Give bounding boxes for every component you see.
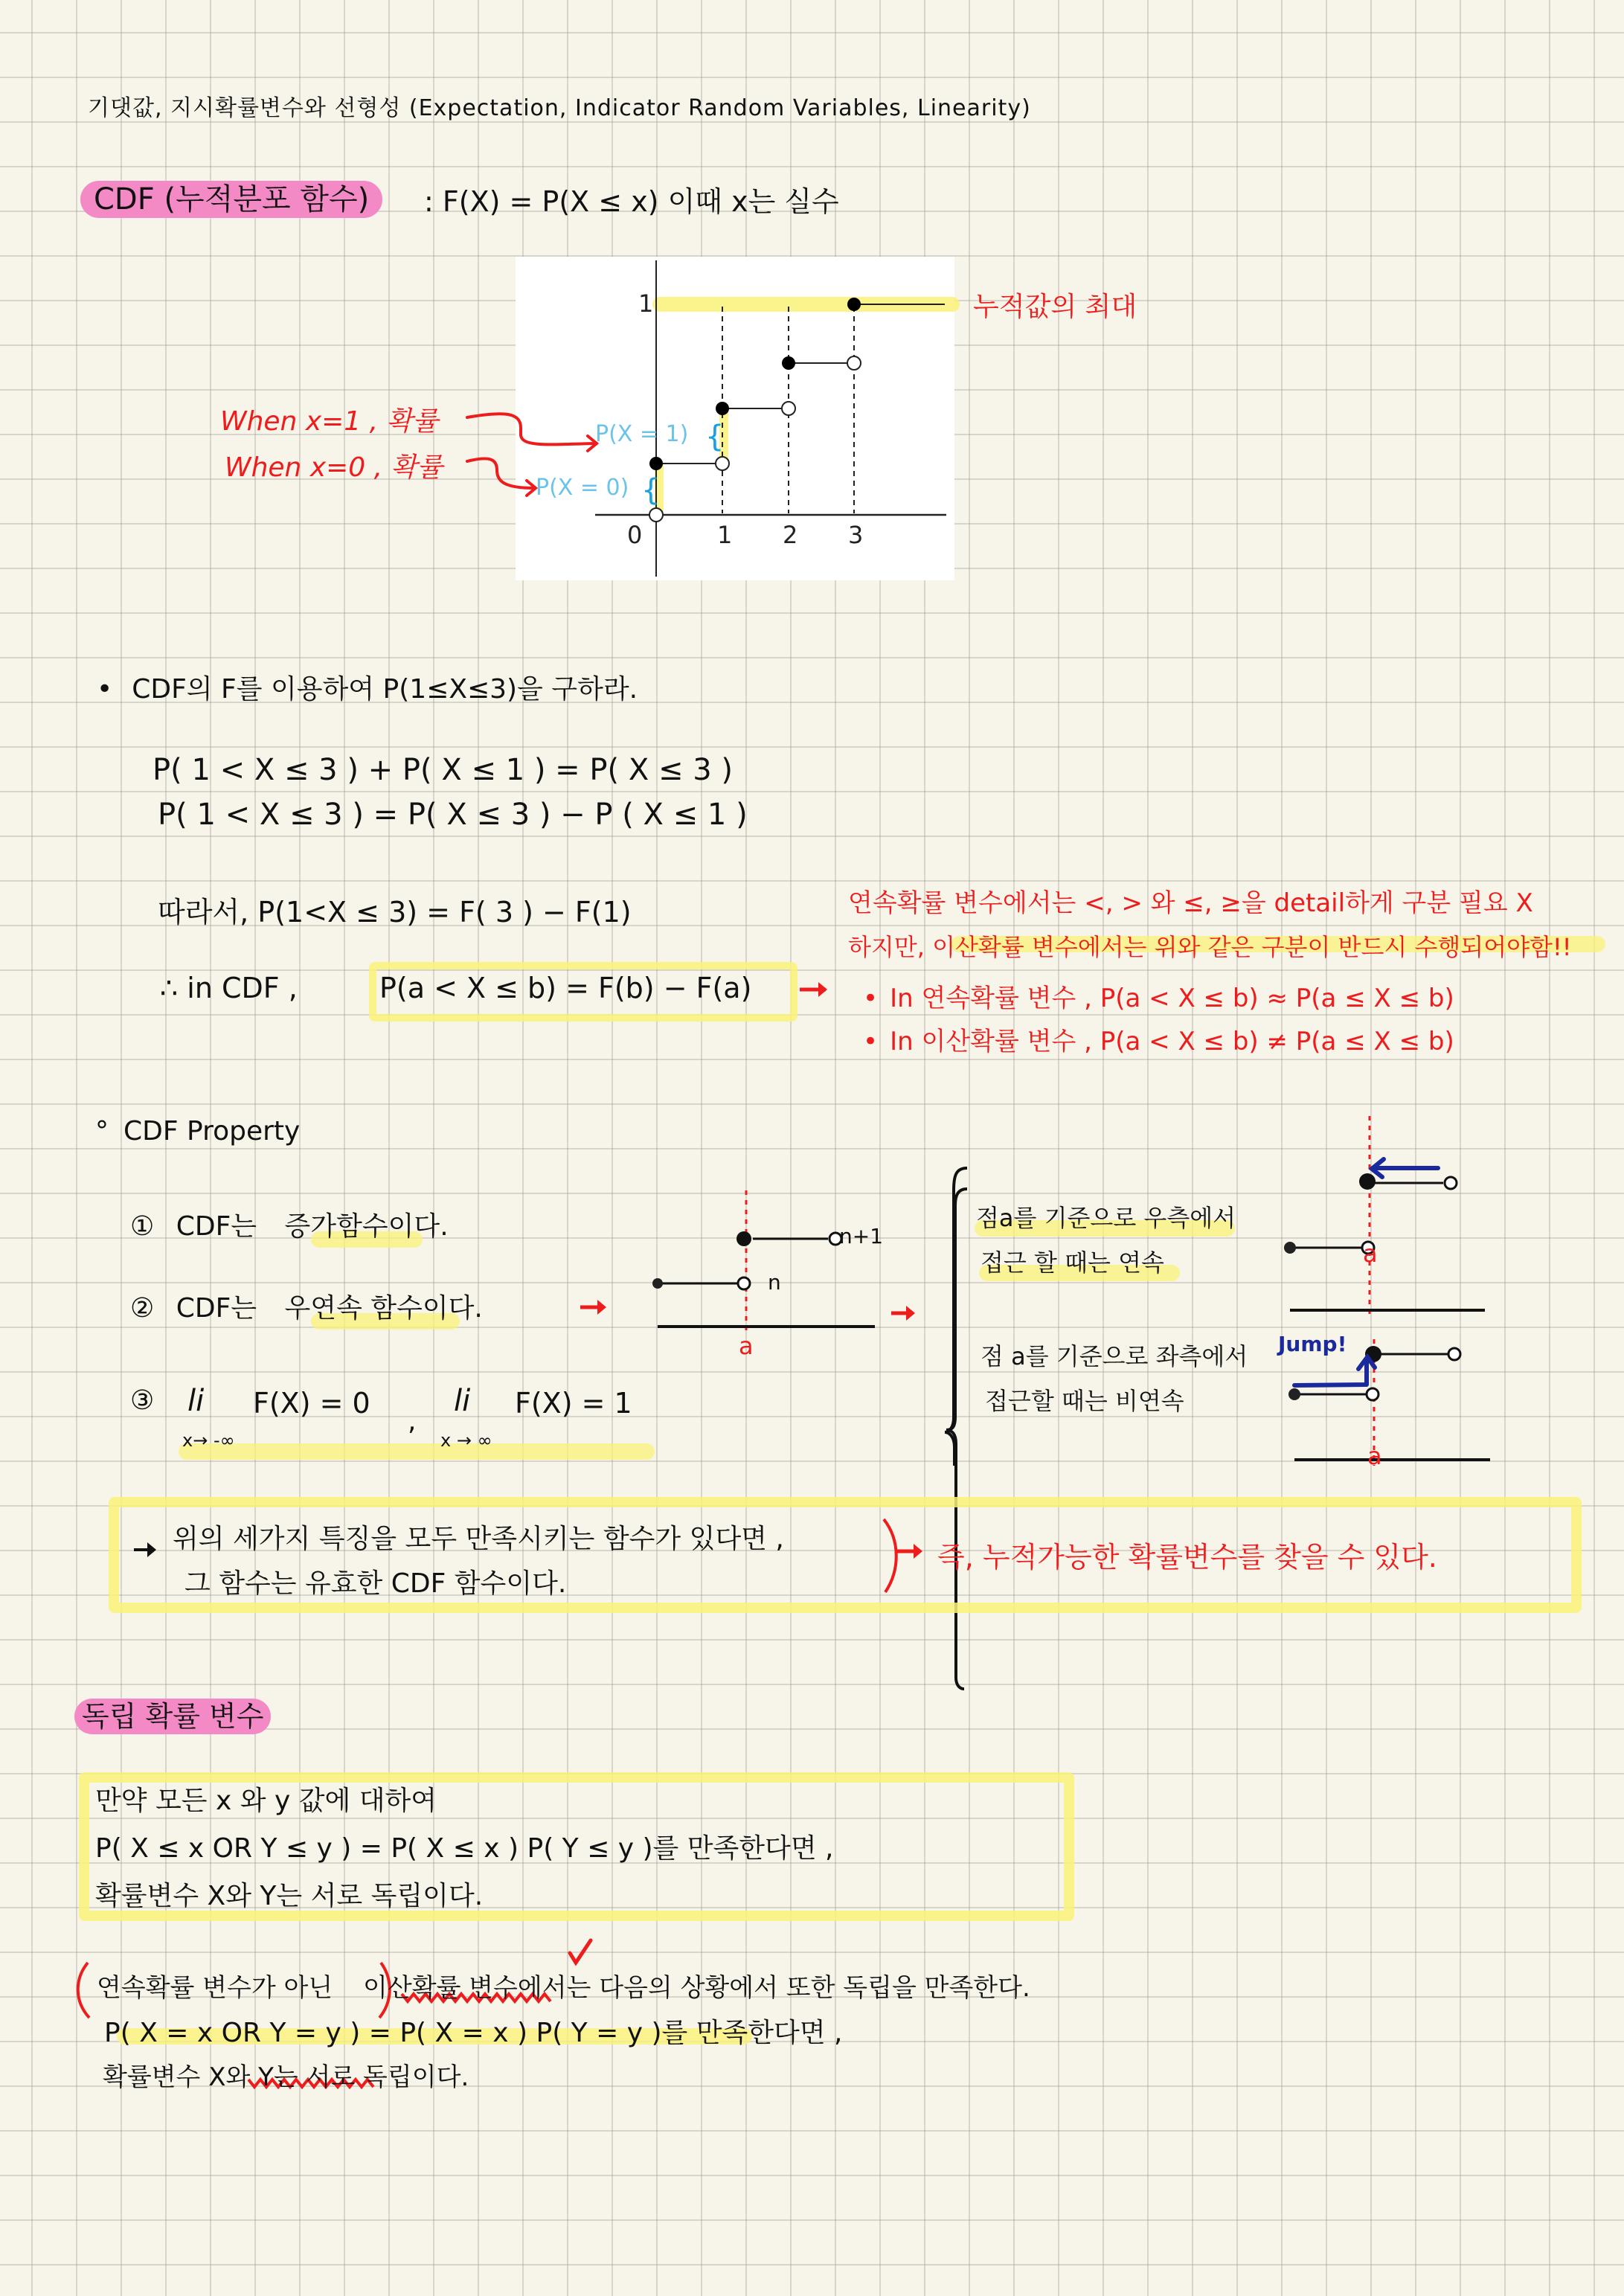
- x-tick-1: 1: [717, 521, 733, 549]
- last-wavy: X와 Y는 서로 독립: [208, 2062, 412, 2092]
- equation-2: P( 1 < X ≤ 3 ) = P( X ≤ 3 ) − P ( X ≤ 1 ): [158, 798, 748, 832]
- x-tick-3: 3: [848, 521, 864, 549]
- label-n: n: [768, 1270, 781, 1295]
- p1-prefix: CDF는: [176, 1211, 257, 1242]
- conclusion-prefix: ∴ in CDF ,: [160, 972, 298, 1004]
- independence-line3: 확률변수 X와 Y는 서로 독립이다.: [95, 1881, 484, 1911]
- problem-text: CDF의 F를 이용하여 P(1≤X≤3)을 구하라.: [132, 674, 638, 705]
- discrete-note-line: [97, 1967, 1030, 2004]
- bullet-dot: •: [863, 1027, 879, 1056]
- note-rest-text: 에서는 다음의 상황에서 또한 독립을 만족한다.: [517, 1973, 1030, 2003]
- independence-heading-label: 독립 확률 변수: [74, 1699, 271, 1734]
- p3-lim1: li: [187, 1384, 205, 1418]
- p2-number: ②: [130, 1293, 155, 1324]
- discrete-note-text: In 이산확률 변수 , P(a < X ≤ b) ≠ P(a ≤ X ≤ b): [890, 1027, 1454, 1056]
- equation-1: P( 1 < X ≤ 3 ) + P( X ≤ 1 ) = P( X ≤ 3 ): [153, 753, 733, 787]
- x-tick-0: 0: [627, 521, 643, 549]
- bullet-dot: •: [97, 674, 113, 705]
- last-suffix: 이다.: [411, 2062, 469, 2092]
- side-note-line2-prefix: 하지만,: [848, 933, 925, 961]
- max-cumulative-label: 누적값의 최대: [973, 292, 1137, 322]
- cdf-heading-label: CDF (누적분포 함수): [80, 181, 382, 218]
- label-n-plus-1: n+1: [839, 1224, 884, 1248]
- note-wavy-text: 이산확률 변수: [363, 1973, 518, 2003]
- discrete-eq-line: P( X = x OR Y = y ) = P( X = x ) P( Y = y )를 만족한다면 ,: [104, 2018, 843, 2048]
- p2-prefix: CDF는: [176, 1293, 257, 1324]
- right-cont-line1: 점a를 기준으로 우측에서: [976, 1204, 1236, 1232]
- px1-label: P(X = 1): [595, 421, 689, 447]
- x-tick-2: 2: [783, 521, 798, 549]
- side-note-line2-highlight: 이산확률 변수에서는 위와 같은 구분이 반드시 수행되어야함!!: [932, 933, 1572, 961]
- left-discont-line2: 접근할 때는 비연속: [985, 1387, 1184, 1415]
- page-title: 기댓값, 지시확률변수와 선형성 (Expectation, Indicator Random Variables, Linearity): [88, 95, 1031, 121]
- right-cont-line2: 접근 할 때는 연속: [981, 1248, 1164, 1277]
- y-tick-1: 1: [638, 289, 654, 318]
- p3-f2: F(X) = 1: [515, 1387, 632, 1420]
- p3-sub1: x→ -∞: [182, 1430, 235, 1451]
- p3-f1: F(X) = 0: [253, 1387, 370, 1420]
- cdf-definition: : F(X) = P(X ≤ x) 이때 x는 실수: [424, 185, 839, 218]
- p1-suffix: 이다.: [388, 1211, 449, 1242]
- continuous-note-text: In 연속확률 변수 , P(a < X ≤ b) ≈ P(a ≤ X ≤ b): [890, 984, 1454, 1013]
- left-approach-a-label: a: [1367, 1442, 1382, 1470]
- label-a: a: [739, 1332, 754, 1360]
- bullet-dot: •: [863, 984, 879, 1013]
- p3-number: ③: [130, 1385, 155, 1416]
- left-discont-line1: 점 a를 기준으로 좌측에서: [981, 1342, 1248, 1370]
- p1-highlighted: 증가함수: [284, 1211, 388, 1242]
- note-paren-text: 연속확률 변수가 아닌: [97, 1973, 333, 2003]
- when-x0-label: When x=0 , 확률: [225, 452, 443, 483]
- bullet-dot: °: [95, 1116, 109, 1147]
- p3-comma: ,: [408, 1406, 417, 1437]
- p1-number: ①: [130, 1211, 155, 1242]
- conclusion-formula: P(a < X ≤ b) = F(b) − F(a): [379, 972, 752, 1004]
- when-x1-label: When x=1 , 확률: [220, 406, 439, 437]
- px0-label: P(X = 0): [536, 475, 629, 501]
- side-note-line1: 연속확률 변수에서는 <, > 와 ≤, ≥을 detail하게 구분 필요 X: [848, 888, 1533, 918]
- discrete-last-line: [103, 2056, 469, 2093]
- equation-3: 따라서, P(1<X ≤ 3) = F( 3 ) − F(1): [158, 896, 632, 929]
- independence-line1: 만약 모든 x 와 y 값에 대하여: [95, 1786, 437, 1816]
- property-heading-text: CDF Property: [123, 1116, 301, 1147]
- p3-lim2: li: [454, 1384, 471, 1418]
- svg-text:{: {: [641, 473, 661, 507]
- p2-highlighted: 우연속 함수: [284, 1293, 423, 1324]
- jump-label: Jump!: [1278, 1332, 1347, 1356]
- svg-text:{: {: [705, 420, 725, 454]
- summary-line1: 위의 세가지 특징을 모두 만족시키는 함수가 있다면 ,: [173, 1524, 784, 1554]
- summary-result: 즉, 누적가능한 확률변수를 찾을 수 있다.: [937, 1541, 1437, 1574]
- p2-suffix: 이다.: [422, 1293, 483, 1324]
- last-prefix: 확률변수: [103, 2062, 209, 2092]
- independence-line2: P( X ≤ x OR Y ≤ y ) = P( X ≤ x ) P( Y ≤ y )를 만족한다면 ,: [95, 1833, 834, 1864]
- right-approach-a-label: a: [1363, 1240, 1378, 1268]
- summary-line2: 그 함수는 유효한 CDF 함수이다.: [184, 1568, 567, 1599]
- p3-sub2: x → ∞: [440, 1430, 492, 1451]
